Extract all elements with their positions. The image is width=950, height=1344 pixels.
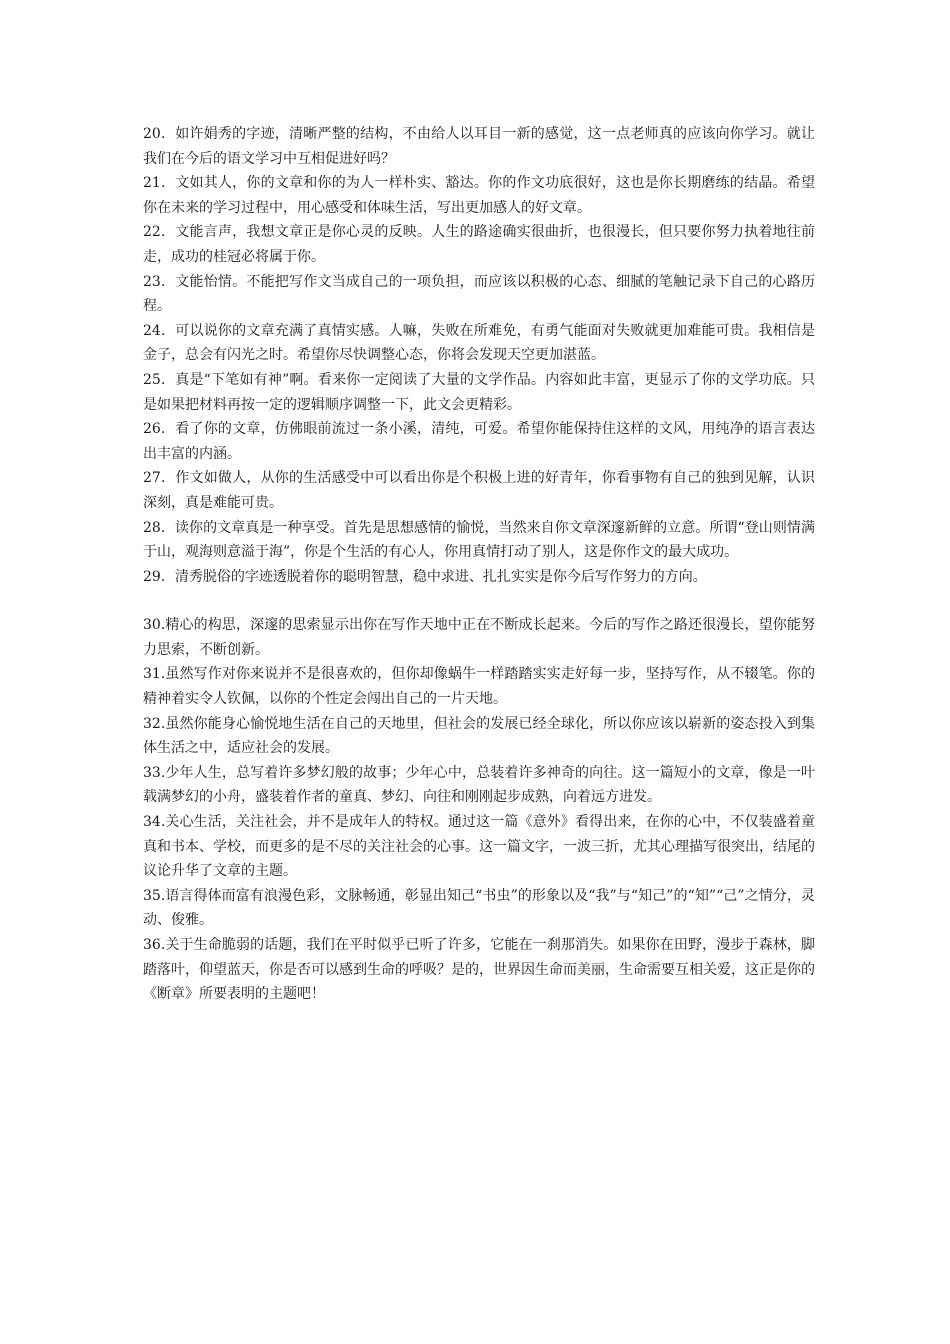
comment-26: 26．看了你的文章，仿佛眼前流过一条小溪，清纯，可爱。希望你能保持住这样的文风，用纯净的语言表达出丰富的内涵。	[143, 421, 815, 462]
comment-21: 21．文如其人，你的文章和你的为人一样朴实、豁达。你的作文功底很好，这也是你长期磨练的结晶。希望你在未来的学习过程中，用心感受和体味生活，写出更加感人的好文章。	[143, 175, 815, 216]
comment-28: 28．读你的文章真是一种享受。首先是思想感情的愉悦，当然来自你文章深邃新鲜的立意。所谓“登山则情满于山，观海则意溢于海”，你是个生活的有心人，你用真情打动了别人，这是你作文的最大成功。	[143, 519, 815, 561]
comment-24: 24．可以说你的文章充满了真情实感。人嘛，失败在所难免，有勇气能面对失败就更加难能可贵。我相信是金子，总会有闪光之时。希望你尽快调整心态，你将会发现天空更加湛蓝。	[143, 322, 815, 364]
section-spacer	[143, 589, 815, 613]
comment-32: 32.虽然你能身心愉悦地生活在自己的天地里，但社会的发展已经全球化，所以你应该以崭新的姿态投入到集体生活之中，适应社会的发展。	[143, 715, 815, 757]
comments-section-2	[143, 613, 815, 1007]
comment-25: 25．真是“下笔如有神”啊。看来你一定阅读了大量的文学作品。内容如此丰富，更显示了你的文学功底。只是如果把材料再按一定的逻辑顺序调整一下，此文会更精彩。	[143, 371, 815, 413]
comment-35: 35.语言得体而富有浪漫色彩，文脉畅通，彰显出知己“书虫”的形象以及“我”与“知己”的“知”“己”之情分，灵动、俊雅。	[143, 887, 815, 929]
document-page	[143, 122, 815, 1007]
comment-30: 30.精心的构思，深邃的思索显示出你在写作天地中正在不断成长起来。今后的写作之路还很漫长，望你能努力思索，不断创新。	[143, 617, 815, 658]
comments-section-1	[143, 122, 815, 589]
comment-34: 34.关心生活，关注社会，并不是成年人的特权。通过这一篇《意外》看得出来，在你的心中，不仅装盛着童真和书本、学校，而更多的是不尽的关注社会的心事。这一篇文字，一波三折，尤其心理描写很突出，结尾的议论升华了文章的主题。	[143, 814, 815, 880]
comment-22: 22．文能言声，我想文章正是你心灵的反映。人生的路途确实很曲折，也很漫长，但只要你努力执着地往前走，成功的桂冠必将属于你。	[143, 224, 815, 265]
comment-27: 27．作文如做人，从你的生活感受中可以看出你是个积极上进的好青年，你看事物有自己的独到见解，认识深刻，真是难能可贵。	[143, 470, 815, 511]
comment-29: 29．清秀脱俗的字迹透脱着你的聪明智慧，稳中求进、扎扎实实是你今后写作努力的方向。	[143, 568, 707, 585]
comment-36: 36.关于生命脆弱的话题，我们在平时似乎已听了许多，它能在一刹那消失。如果你在田野，漫步于森林，脚踏落叶，仰望蓝天，你是否可以感到生命的呼吸？是的，世界因生命而美丽，生命需要互相关爱，这正是你的《断章》所要表明的主题吧！	[143, 937, 815, 1003]
comment-31: 31.虽然写作对你来说并不是很喜欢的，但你却像蜗牛一样踏踏实实走好每一步，坚持写作，从不辍笔。你的精神着实令人钦佩，以你的个性定会闯出自己的一片天地。	[143, 666, 815, 708]
comment-23: 23．文能怡情。不能把写作文当成自己的一项负担，而应该以积极的心态、细腻的笔触记录下自己的心路历程。	[143, 273, 815, 315]
comment-20: 20．如许娟秀的字迹，清晰严整的结构，不由给人以耳目一新的感觉，这一点老师真的应该向你学习。就让我们在今后的语文学习中互相促进好吗？	[143, 126, 815, 167]
comment-33: 33.少年人生，总写着许多梦幻般的故事；少年心中，总装着许多神奇的向往。这一篇短小的文章，像是一叶载满梦幻的小舟，盛装着作者的童真、梦幻、向往和刚刚起步成熟，向着远方进发。	[143, 764, 815, 806]
